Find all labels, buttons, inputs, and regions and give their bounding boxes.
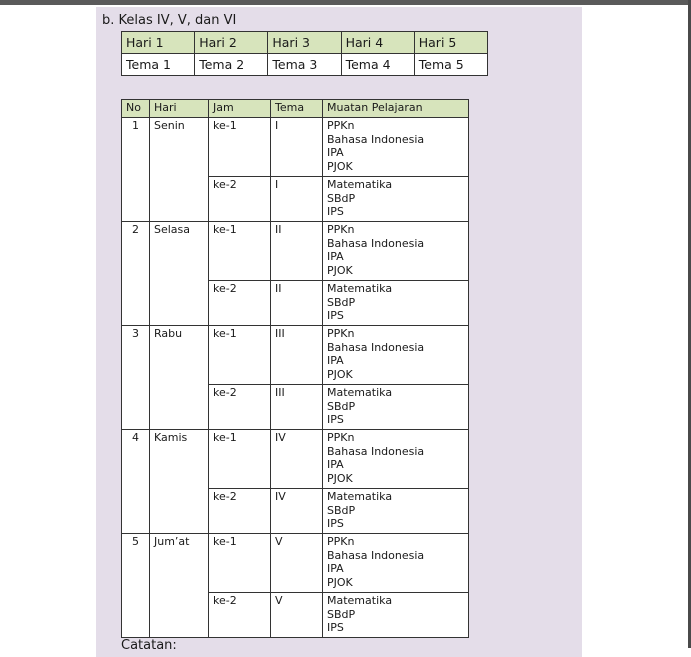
col-header-tema: Tema [271, 100, 323, 118]
subjects-cell [323, 430, 469, 489]
session-tema: IV [271, 430, 323, 489]
subjects-cell [323, 534, 469, 593]
schedule-header-row [122, 100, 469, 118]
day-name: Rabu [150, 326, 209, 430]
subject-item: Matematika [327, 386, 393, 399]
subject-item: IPS [327, 309, 344, 323]
session-jam: ke-1 [209, 430, 271, 489]
day-cell: Hari 2 [195, 32, 268, 54]
col-header-jam: Jam [209, 100, 271, 118]
theme-cell: Tema 3 [268, 54, 341, 76]
subject-item: Matematika [327, 282, 393, 295]
table-row [122, 222, 469, 281]
day-header-row [122, 32, 488, 54]
subject-item: IPA [327, 146, 344, 160]
session-tema: V [271, 534, 323, 593]
subject-item: PJOK [327, 264, 353, 278]
session-jam: ke-1 [209, 118, 271, 177]
session-tema: I [271, 177, 323, 222]
subject-item: PJOK [327, 160, 353, 174]
subject-item: IPS [327, 413, 344, 427]
session-jam: ke-2 [209, 177, 271, 222]
subject-item: SBdP [327, 503, 356, 517]
subject-item: SBdP [327, 607, 356, 621]
row-number: 1 [122, 118, 150, 222]
window-top-border [0, 0, 691, 5]
theme-row [122, 54, 488, 76]
table-row [122, 534, 469, 593]
subject-item: Bahasa Indonesia [327, 340, 425, 354]
row-number: 4 [122, 430, 150, 534]
subject-item: IPA [327, 354, 344, 368]
subjects-cell [323, 489, 469, 534]
subject-item: PPKn [327, 327, 355, 340]
subject-item: Bahasa Indonesia [327, 132, 425, 146]
col-header-muatan: Muatan Pelajaran [323, 100, 469, 118]
subject-item: SBdP [327, 295, 356, 309]
subjects-cell [323, 222, 469, 281]
day-name: Selasa [150, 222, 209, 326]
subjects-cell [323, 118, 469, 177]
subjects-cell [323, 177, 469, 222]
session-jam: ke-2 [209, 281, 271, 326]
row-number: 5 [122, 534, 150, 638]
row-number: 3 [122, 326, 150, 430]
table-row [122, 326, 469, 385]
subjects-cell [323, 326, 469, 385]
theme-cell: Tema 2 [195, 54, 268, 76]
day-cell: Hari 5 [414, 32, 487, 54]
subject-item: SBdP [327, 399, 356, 413]
table-row [122, 430, 469, 489]
theme-cell: Tema 5 [414, 54, 487, 76]
subject-item: IPA [327, 562, 344, 576]
session-tema: III [271, 385, 323, 430]
session-jam: ke-1 [209, 534, 271, 593]
session-jam: ke-2 [209, 489, 271, 534]
subjects-cell [323, 281, 469, 326]
subjects-cell [323, 593, 469, 638]
session-jam: ke-2 [209, 593, 271, 638]
theme-cell: Tema 4 [341, 54, 414, 76]
session-jam: ke-2 [209, 385, 271, 430]
session-jam: ke-1 [209, 326, 271, 385]
subject-item: Matematika [327, 594, 393, 607]
row-number: 2 [122, 222, 150, 326]
table-row [122, 118, 469, 177]
session-tema: I [271, 118, 323, 177]
subject-item: PPKn [327, 223, 355, 236]
session-tema: IV [271, 489, 323, 534]
day-cell: Hari 1 [122, 32, 195, 54]
session-tema: V [271, 593, 323, 638]
session-tema: II [271, 281, 323, 326]
day-cell: Hari 3 [268, 32, 341, 54]
day-cell: Hari 4 [341, 32, 414, 54]
subject-item: Bahasa Indonesia [327, 236, 425, 250]
session-tema: II [271, 222, 323, 281]
day-theme-table [121, 31, 488, 76]
subject-item: IPA [327, 458, 344, 472]
subject-item: Matematika [327, 490, 393, 503]
session-tema: III [271, 326, 323, 385]
day-name: Senin [150, 118, 209, 222]
subject-item: PJOK [327, 472, 353, 486]
subject-item: Matematika [327, 178, 393, 191]
note-label: Catatan: [121, 638, 177, 653]
subject-item: IPA [327, 250, 344, 264]
subject-item: PJOK [327, 576, 353, 590]
section-heading: b. Kelas IV, V, dan VI [102, 13, 237, 28]
col-header-no: No [122, 100, 150, 118]
subject-item: PPKn [327, 431, 355, 444]
subject-item: Bahasa Indonesia [327, 444, 425, 458]
theme-cell: Tema 1 [122, 54, 195, 76]
subject-item: IPS [327, 517, 344, 531]
subject-item: IPS [327, 205, 344, 219]
day-name: Jum’at [150, 534, 209, 638]
session-jam: ke-1 [209, 222, 271, 281]
subject-item: PJOK [327, 368, 353, 382]
subject-item: SBdP [327, 191, 356, 205]
subject-item: Bahasa Indonesia [327, 548, 425, 562]
subjects-cell [323, 385, 469, 430]
subject-item: PPKn [327, 535, 355, 548]
subject-item: IPS [327, 621, 344, 635]
subject-item: PPKn [327, 119, 355, 132]
schedule-table [121, 99, 469, 638]
day-name: Kamis [150, 430, 209, 534]
col-header-hari: Hari [150, 100, 209, 118]
